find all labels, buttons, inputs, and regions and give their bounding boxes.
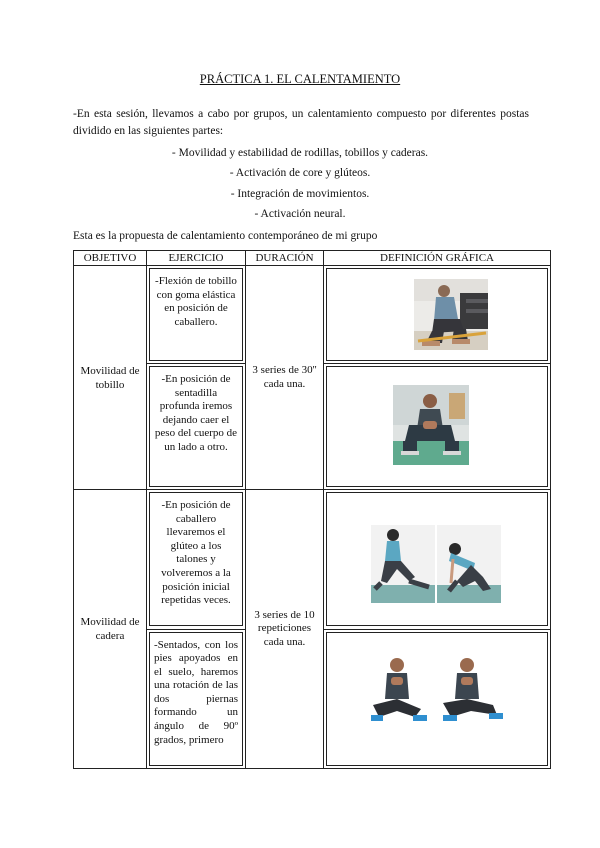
duracion-tobillo: 3 series de 30'' cada una. [252, 363, 317, 390]
objetivo-tobillo: Movilidad de tobillo [80, 364, 140, 391]
grafica-cell [324, 364, 551, 490]
grafica-tobillo-1 [326, 268, 548, 361]
part-item-4: - Activación neural. [254, 208, 346, 220]
ejercicio-cell [147, 490, 246, 630]
duracion-cell [246, 490, 324, 769]
table-lead-text: Esta es la propuesta de calentamiento contemporáneo de mi grupo [73, 230, 378, 242]
ankle-band-photo [414, 279, 488, 350]
table-row [74, 490, 551, 630]
header-objetivo: OBJETIVO [74, 251, 147, 266]
header-definicion-grafica: DEFINICIÓN GRÁFICA [324, 251, 551, 266]
duracion-cell [246, 266, 324, 490]
ejercicio-cell [147, 364, 246, 490]
seated-hip-rotation-photo [367, 653, 507, 733]
ejercicio-tobillo-1: -Flexión de tobillo con goma elástica en posición de caballero. [149, 268, 243, 361]
table-header-row [74, 251, 551, 266]
page-title: PRÁCTICA 1. EL CALENTAMIENTO [199, 72, 401, 86]
grafica-cell [324, 629, 551, 769]
ejercicio-cell [147, 266, 246, 364]
header-ejercicio: EJERCICIO [147, 251, 246, 266]
grafica-tobillo-2 [326, 366, 548, 487]
intro-paragraph: -En esta sesión, llevamos a cabo por grupos, un calentamiento compuesto por diferentes postas dividido en las siguientes partes: [73, 108, 529, 137]
part-item-2: - Activación de core y glúteos. [229, 167, 371, 179]
grafica-cell [324, 490, 551, 630]
objetivo-cell [74, 490, 147, 769]
warmup-table [73, 250, 551, 769]
grafica-cadera-1 [326, 492, 548, 626]
objetivo-cell [74, 266, 147, 490]
kneeling-lunge-photo [371, 525, 501, 603]
deep-squat-photo [393, 385, 469, 465]
duracion-cadera: 3 series de 10 repeticiones cada una. [254, 608, 315, 648]
header-duracion: DURACIÓN [246, 251, 324, 266]
part-item-3: - Integración de movimientos. [230, 188, 370, 200]
ejercicio-tobillo-2: -En posición de sentadilla profunda iremos dejando caer el peso del cuerpo de un lado a otro. [149, 366, 243, 487]
ejercicio-cadera-2: -Sentados, con los pies apoyados en el suelo, haremos una rotación de las dos piernas formando un ángulo de 90º grados, primero [149, 632, 243, 766]
grafica-cadera-2 [326, 632, 548, 766]
part-item-1: - Movilidad y estabilidad de rodillas, tobillos y caderas. [171, 147, 429, 159]
grafica-cell [324, 266, 551, 364]
objetivo-cadera: Movilidad de cadera [80, 616, 140, 642]
table-row [74, 266, 551, 364]
ejercicio-cadera-1: -En posición de caballero llevaremos el glúteo a los talones y volveremos a la posición inicial repetidas veces. [149, 492, 243, 626]
ejercicio-cell [147, 629, 246, 769]
